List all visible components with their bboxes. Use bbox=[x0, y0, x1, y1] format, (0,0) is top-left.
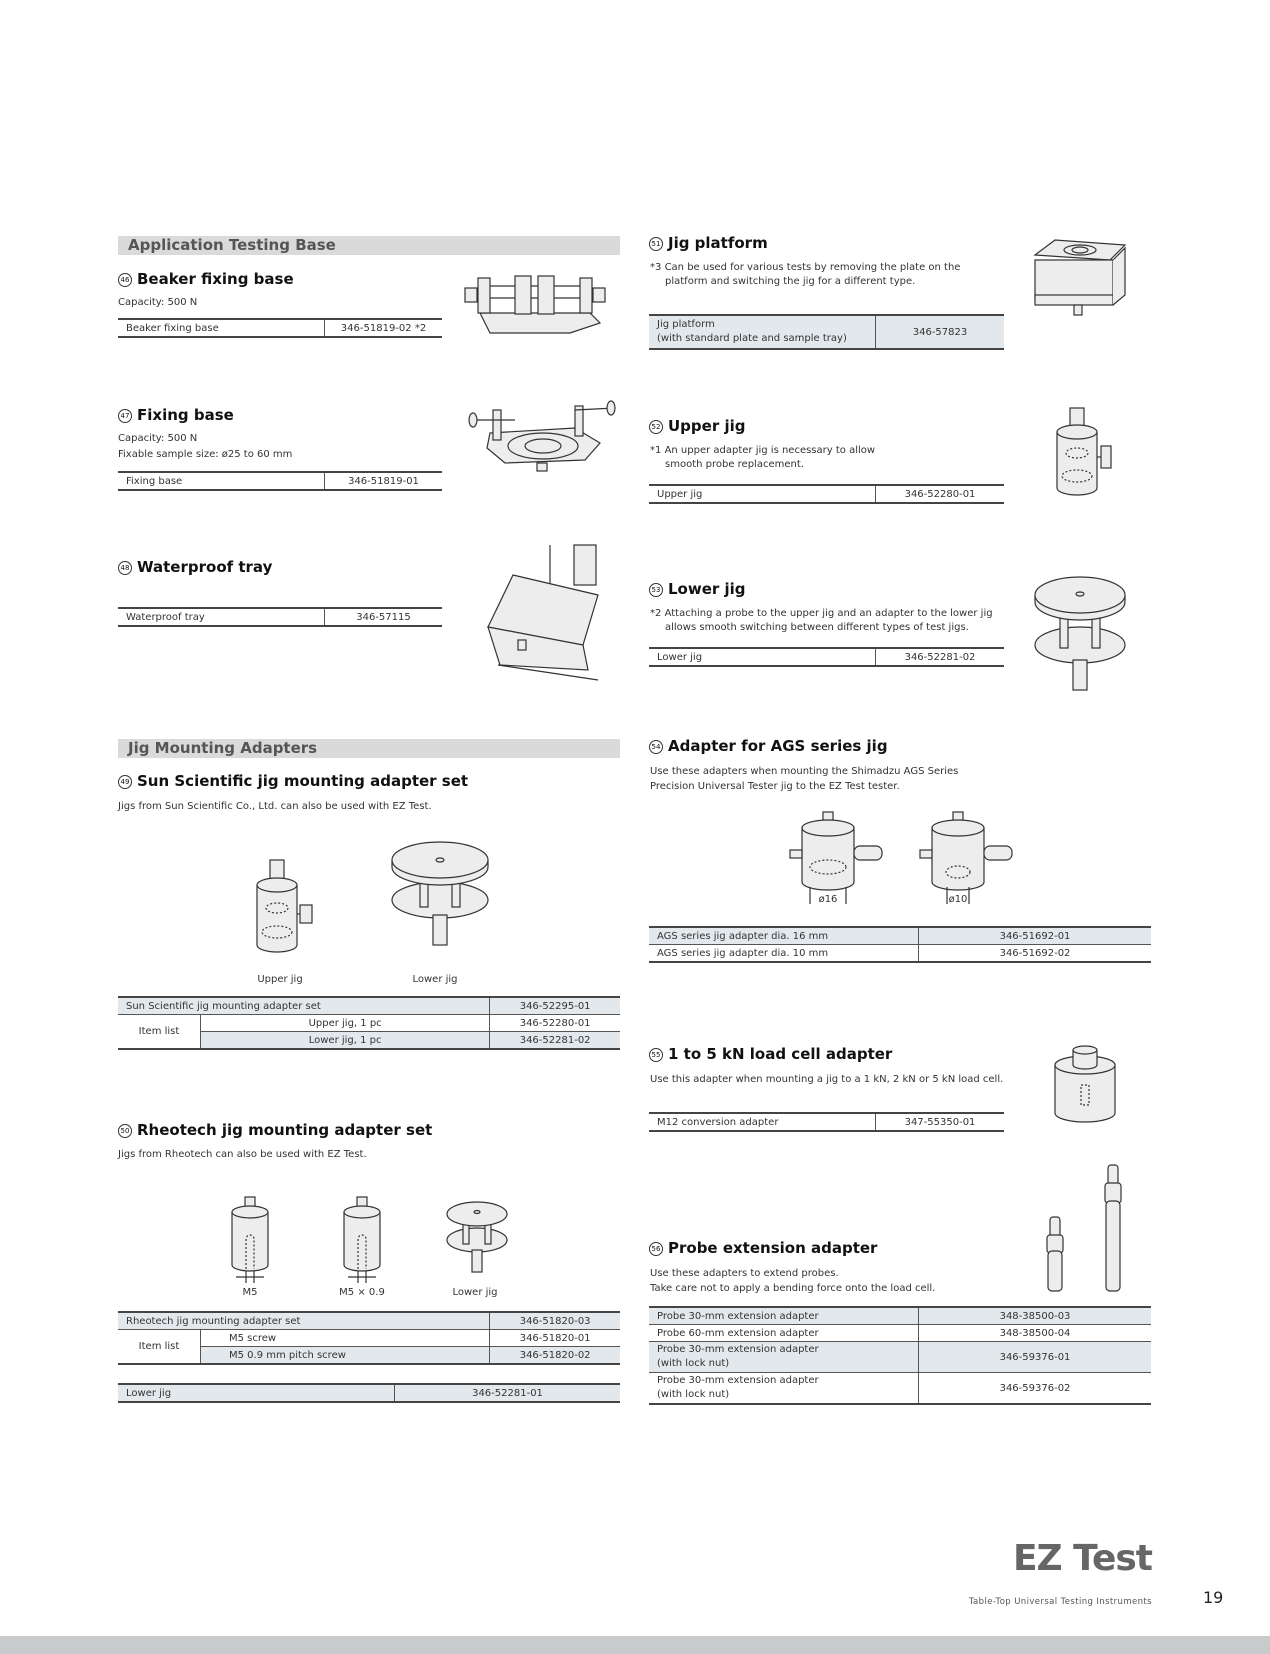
table-row: M5 0.9 mm pitch screw 346-51820-02 bbox=[118, 1347, 620, 1365]
figure-caption: Upper jig bbox=[257, 974, 303, 985]
item-number-badge: 56 bbox=[649, 1242, 663, 1256]
item-spec-capacity: Capacity: 500 N bbox=[118, 297, 198, 308]
item-number-badge: 54 bbox=[649, 740, 663, 754]
table-row: M12 conversion adapter 347-55350-01 bbox=[649, 1113, 1004, 1131]
item-number-badge: 50 bbox=[118, 1124, 132, 1138]
item-description-line: Take care not to apply a bending force onto the load cell. bbox=[650, 1283, 936, 1294]
table-row: Probe 30-mm extension adapter 348-38500-03 bbox=[649, 1307, 1151, 1325]
item-number-badge: 51 bbox=[649, 237, 663, 251]
table-row: Probe 30-mm extension adapter (with lock nut) 346-59376-02 bbox=[649, 1373, 1151, 1405]
lower-jig-illustration bbox=[1030, 570, 1130, 695]
jig-platform-illustration bbox=[1030, 240, 1130, 320]
ags-adapter-10-illustration bbox=[920, 812, 1020, 902]
table-row: Sun Scientific jig mounting adapter set 346-52295-01 bbox=[118, 997, 620, 1015]
table-row: Probe 60-mm extension adapter 348-38500-04 bbox=[649, 1325, 1151, 1342]
spec-table-probe-extension bbox=[649, 1306, 1151, 1405]
spec-table-sun-scientific bbox=[118, 996, 620, 1050]
spec-table-ags-adapter bbox=[649, 926, 1151, 963]
beaker-fixing-base-illustration bbox=[460, 268, 610, 338]
upper-jig-illustration bbox=[252, 860, 322, 955]
item-number-badge: 46 bbox=[118, 273, 132, 287]
item-title-rheotech-adapter-set: 50 Rheotech jig mounting adapter set bbox=[118, 1121, 432, 1139]
item-title-upper-jig: 52 Upper jig bbox=[649, 417, 745, 435]
table-row: Probe 30-mm extension adapter (with lock nut) 346-59376-01 bbox=[649, 1342, 1151, 1373]
table-row: AGS series jig adapter dia. 16 mm 346-51692-01 bbox=[649, 927, 1151, 945]
item-number-badge: 53 bbox=[649, 583, 663, 597]
item-number-badge: 47 bbox=[118, 409, 132, 423]
brand-logo: EZ Test bbox=[1012, 1538, 1152, 1579]
item-description-line: Use these adapters to extend probes. bbox=[650, 1268, 839, 1279]
spec-table-rheotech-lower-jig bbox=[118, 1383, 620, 1403]
figure-caption: Lower jig bbox=[412, 974, 458, 985]
table-row: Upper jig 346-52280-01 bbox=[649, 485, 1004, 503]
table-row: Lower jig, 1 pc 346-52281-02 bbox=[118, 1032, 620, 1050]
spec-table-beaker-fixing-base bbox=[118, 318, 442, 338]
table-row: Lower jig 346-52281-01 bbox=[118, 1384, 620, 1402]
item-description: Jigs from Sun Scientific Co., Ltd. can also be used with EZ Test. bbox=[118, 801, 432, 812]
item-title-probe-extension-adapter: 56 Probe extension adapter bbox=[649, 1239, 877, 1257]
page-number: 19 bbox=[1203, 1588, 1224, 1607]
spec-table-fixing-base bbox=[118, 471, 442, 491]
upper-jig-illustration bbox=[1055, 408, 1125, 498]
section-header-jig-mounting-adapters: Jig Mounting Adapters bbox=[118, 739, 620, 758]
dimension-label: ø16 bbox=[818, 894, 838, 905]
table-row: Item list M5 screw 346-51820-01 bbox=[118, 1330, 620, 1347]
brand-tagline: Table-Top Universal Testing Instruments bbox=[968, 1597, 1152, 1607]
item-title-fixing-base: 47 Fixing base bbox=[118, 406, 234, 424]
footnote-1: *1 An upper adapter jig is necessary to allow smooth probe replacement. bbox=[650, 445, 876, 470]
item-number-badge: 52 bbox=[649, 420, 663, 434]
item-title-lower-jig: 53 Lower jig bbox=[649, 580, 746, 598]
table-row: Jig platform (with standard plate and sample tray) 346-57823 bbox=[649, 315, 1004, 349]
item-spec-sample-size: Fixable sample size: ø25 to 60 mm bbox=[118, 449, 293, 460]
rheotech-lower-jig-illustration bbox=[445, 1200, 510, 1280]
figure-caption: M5 × 0.9 bbox=[339, 1287, 385, 1298]
spec-table-load-cell-adapter bbox=[649, 1112, 1004, 1132]
table-row: Beaker fixing base 346-51819-02 *2 bbox=[118, 319, 442, 337]
fixing-base-illustration bbox=[465, 398, 615, 478]
item-number-badge: 48 bbox=[118, 561, 132, 575]
figure-caption: Lower jig bbox=[452, 1287, 498, 1298]
spec-table-lower-jig bbox=[649, 647, 1004, 667]
table-row: Waterproof tray 346-57115 bbox=[118, 608, 442, 626]
table-row: Lower jig 346-52281-02 bbox=[649, 648, 1004, 666]
item-title-load-cell-adapter: 55 1 to 5 kN load cell adapter bbox=[649, 1045, 892, 1063]
item-title-beaker-fixing-base: 46 Beaker fixing base bbox=[118, 270, 294, 288]
item-description-line: Precision Universal Tester jig to the EZ Test tester. bbox=[650, 781, 900, 792]
item-description: Use this adapter when mounting a jig to a 1 kN, 2 kN or 5 kN load cell. bbox=[650, 1074, 1004, 1085]
load-cell-adapter-illustration bbox=[1053, 1045, 1118, 1123]
figure-caption: M5 bbox=[242, 1287, 258, 1298]
item-number-badge: 49 bbox=[118, 775, 132, 789]
m5-pitch-adapter-illustration bbox=[342, 1197, 382, 1292]
item-title-jig-platform: 51 Jig platform bbox=[649, 234, 768, 252]
footnote-3: *3 Can be used for various tests by removing the plate on the platform and switching the jig for a different type. bbox=[650, 262, 961, 287]
spec-table-waterproof-tray bbox=[118, 607, 442, 627]
item-spec-capacity: Capacity: 500 N bbox=[118, 433, 198, 444]
table-row: AGS series jig adapter dia. 10 mm 346-51692-02 bbox=[649, 945, 1151, 963]
item-description: Jigs from Rheotech can also be used with EZ Test. bbox=[118, 1149, 367, 1160]
item-description-line: Use these adapters when mounting the Shimadzu AGS Series bbox=[650, 766, 959, 777]
waterproof-tray-illustration bbox=[488, 545, 608, 680]
footer-bar bbox=[0, 1636, 1270, 1654]
footnote-2: *2 Attaching a probe to the upper jig and an adapter to the lower jig allows smooth switching between different types of test jigs. bbox=[650, 608, 993, 633]
table-row: Item list Upper jig, 1 pc 346-52280-01 bbox=[118, 1015, 620, 1032]
spec-table-jig-platform bbox=[649, 314, 1004, 350]
item-number-badge: 55 bbox=[649, 1048, 663, 1062]
table-row: Fixing base 346-51819-01 bbox=[118, 472, 442, 490]
spec-table-rheotech bbox=[118, 1311, 620, 1365]
m5-adapter-illustration bbox=[230, 1197, 270, 1292]
section-header-application-testing-base: Application Testing Base bbox=[118, 236, 620, 255]
table-row: Rheotech jig mounting adapter set 346-51820-03 bbox=[118, 1312, 620, 1330]
item-title-waterproof-tray: 48 Waterproof tray bbox=[118, 558, 272, 576]
dimension-label: ø10 bbox=[948, 894, 968, 905]
item-title-ags-adapter: 54 Adapter for AGS series jig bbox=[649, 737, 888, 755]
probe-extension-adapter-illustration bbox=[1042, 1165, 1122, 1290]
ags-adapter-16-illustration bbox=[790, 812, 890, 902]
spec-table-upper-jig bbox=[649, 484, 1004, 504]
lower-jig-illustration bbox=[390, 840, 490, 955]
item-title-sun-scientific-adapter-set: 49 Sun Scientific jig mounting adapter set bbox=[118, 772, 468, 790]
